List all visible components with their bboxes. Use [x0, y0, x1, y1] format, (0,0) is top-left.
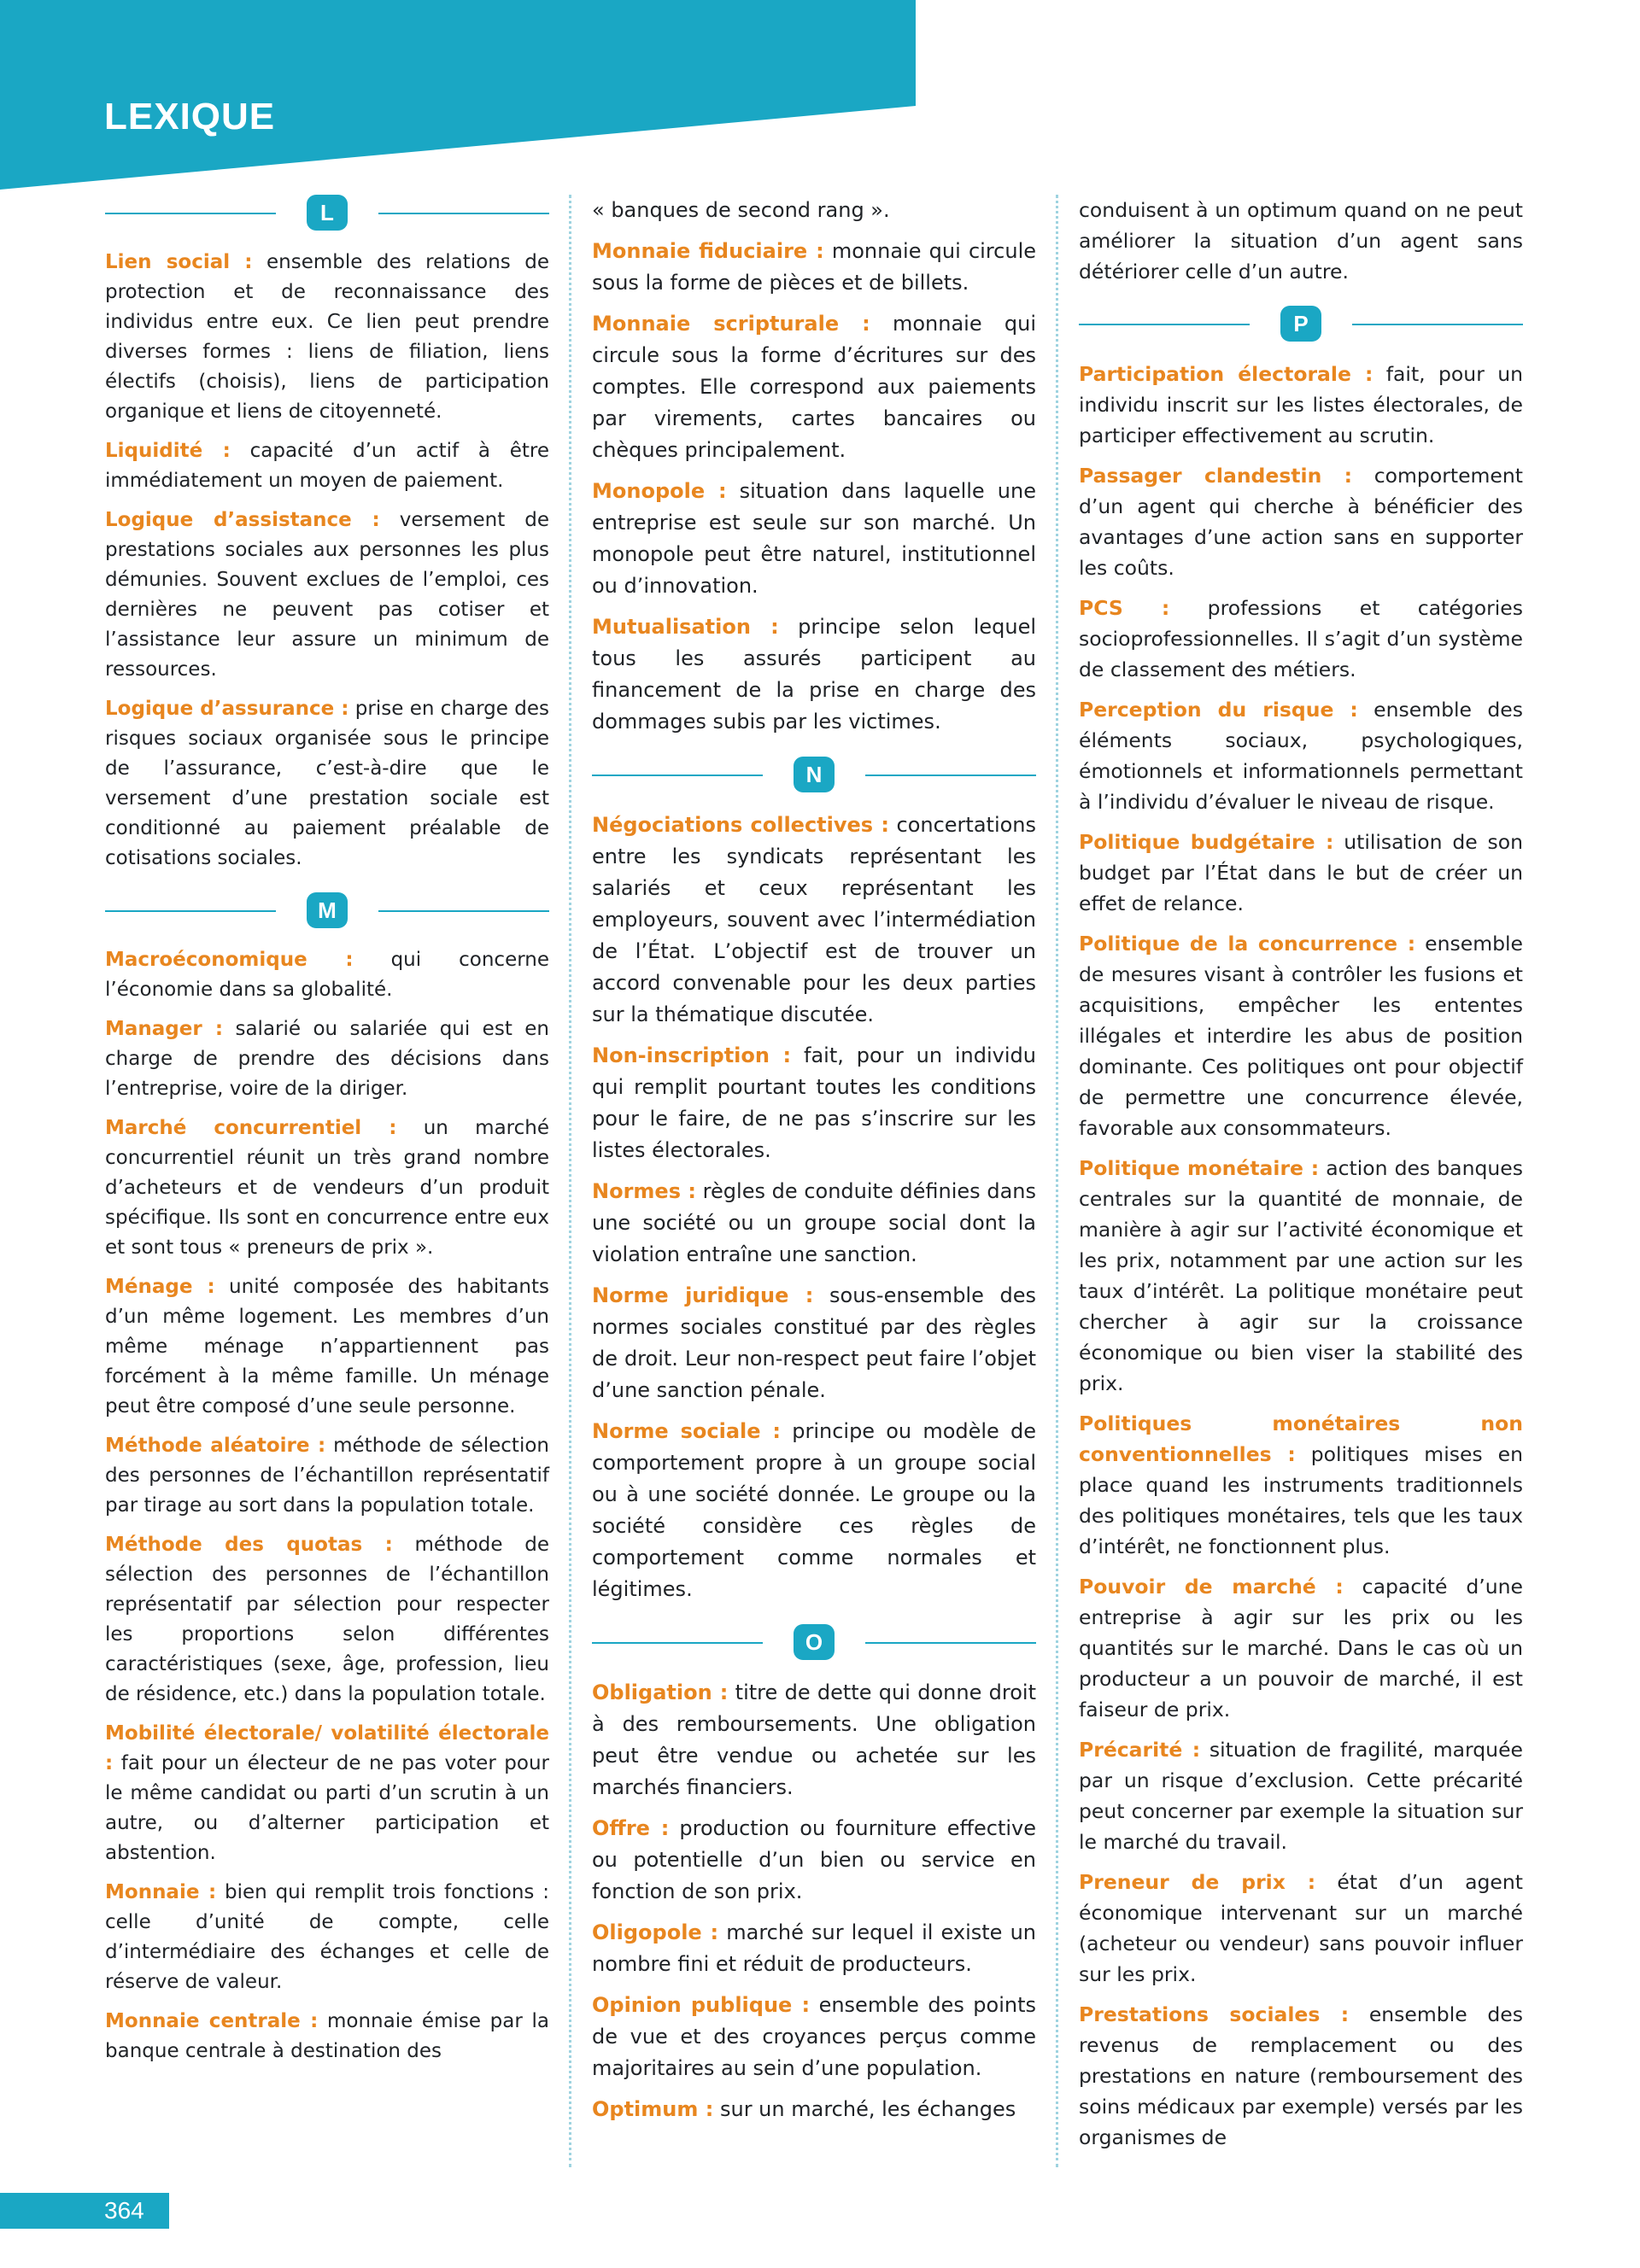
glossary-entry [105, 2007, 549, 2066]
glossary-term: Lien social : [105, 251, 253, 273]
glossary-entry [592, 1677, 1036, 1803]
header-rule [592, 1642, 763, 1644]
glossary-definition: comportement d’un agent qui cherche à bénéficier des avantages d’une action sans en supporter les coûts. [1079, 464, 1523, 580]
glossary-term: PCS : [1079, 596, 1170, 620]
glossary-entry [592, 611, 1036, 738]
glossary-term: Méthode des quotas : [105, 1534, 393, 1556]
glossary-definition: méthode de sélection des personnes de l’échantillon représentatif par tirage au sort dans la population totale. [105, 1435, 549, 1517]
glossary-term: Mutualisation : [592, 615, 779, 639]
glossary-entry [592, 308, 1036, 466]
glossary-entry [105, 1114, 549, 1263]
glossary-term: Monnaie : [105, 1881, 217, 1903]
glossary-term: Prestations sociales : [1079, 2002, 1350, 2026]
glossary-entry [105, 1014, 549, 1104]
letter-section-header [592, 1624, 1036, 1662]
glossary-entry [105, 1431, 549, 1521]
glossary-term: Norme juridique : [592, 1283, 814, 1307]
glossary-entry [592, 1990, 1036, 2084]
glossary-term: Optimum : [592, 2097, 714, 2121]
glossary-definition: capacité d’un actif à être immédiatement un moyen de paiement. [105, 440, 549, 492]
glossary-entry [592, 1917, 1036, 1980]
header-rule [1079, 324, 1250, 325]
glossary-definition: ensemble des relations de protection et de reconnaissance des individus entre eux. Ce lien peut prendre diverses formes : liens de filiation, liens électifs (choisis), liens de participation organique et liens de citoyenneté. [105, 251, 550, 423]
glossary-definition: sur un marché, les échanges [713, 2097, 1016, 2121]
page-number: 364 [0, 2193, 169, 2229]
glossary-term: Politique budgétaire : [1079, 830, 1334, 854]
glossary-term: Non-inscription : [592, 1043, 792, 1067]
glossary-definition: ensemble des revenus de remplacement ou des prestations en nature (remboursement des soins médicaux par exemple) versés par les organismes de [1079, 2002, 1523, 2149]
glossary-column-2 [592, 195, 1036, 2135]
glossary-term: Liquidité : [105, 440, 231, 462]
glossary-definition: état d’un agent économique intervenant sur un marché (acheteur ou vendeur) sans pouvoir influer sur les prix. [1079, 1870, 1523, 1986]
glossary-entry [105, 1878, 549, 1997]
glossary-entry [592, 1176, 1036, 1271]
glossary-entry [592, 1280, 1036, 1406]
glossary-definition: monnaie qui circule sous la forme de pièces et de billets. [592, 239, 1036, 295]
letter-section-header [1079, 306, 1523, 343]
glossary-term: Monopole : [592, 479, 727, 503]
glossary-entry [592, 2094, 1036, 2125]
letter-badge: M [307, 892, 348, 928]
glossary-entry [105, 945, 549, 1005]
glossary-column-3 [1079, 195, 1523, 2162]
glossary-entry [105, 694, 549, 874]
glossary-entry [592, 236, 1036, 299]
glossary-definition: monnaie émise par la banque centrale à destination des [105, 2010, 549, 2062]
header-rule [865, 775, 1036, 776]
glossary-definition: principe selon lequel tous les assurés participent au financement de la prise en charge des dommages subis par les victimes. [592, 615, 1037, 734]
glossary-entry [1079, 827, 1523, 919]
glossary-term: Manager : [105, 1018, 224, 1040]
glossary-term: Monnaie scripturale : [592, 312, 870, 336]
glossary-entry [1079, 1867, 1523, 1990]
glossary-definition: ensemble des éléments sociaux, psychologiques, émotionnels et informationnels permettant à l’individu d’évaluer le niveau de risque. [1079, 698, 1523, 814]
glossary-term: Monnaie fiduciaire : [592, 239, 824, 263]
letter-badge: L [307, 195, 348, 231]
glossary-term: Perception du risque : [1079, 698, 1358, 722]
header-banner-shape [0, 0, 916, 190]
glossary-entry [105, 1719, 549, 1868]
glossary-definition: principe ou modèle de comportement propre à un groupe social ou à une société donnée. Le groupe ou la société considère ces règles de comportement comme normales et légitimes. [592, 1419, 1037, 1601]
glossary-entry [1079, 1999, 1523, 2153]
glossary-term: Politique de la concurrence : [1079, 932, 1416, 956]
header-rule [378, 213, 549, 214]
letter-badge: N [794, 757, 835, 792]
glossary-definition: unité composée des habitants d’un même logement. Les membres d’un même ménage n’appartiennent pas forcément à la même famille. Un ménage peut être composé d’une seule personne. [105, 1276, 549, 1418]
header-rule [105, 910, 276, 912]
glossary-term: Opinion publique : [592, 1993, 811, 2017]
glossary-entry [592, 1040, 1036, 1166]
glossary-definition: professions et catégories socioprofessionnelles. Il s’agit d’un système de classement des métiers. [1079, 596, 1523, 681]
glossary-definition: ensemble des points de vue et des croyances perçus comme majoritaires au sein d’une population. [592, 1993, 1036, 2080]
glossary-definition: capacité d’une entreprise à agir sur les prix ou les quantités sur le marché. Dans le cas où un producteur a un pouvoir de marché, il est faiseur de prix. [1079, 1575, 1523, 1721]
glossary-column-1 [105, 195, 549, 2076]
glossary-definition: sous-ensemble des normes sociales constitué par des règles de droit. Leur non-respect peut faire l’objet d’une sanction pénale. [592, 1283, 1036, 1402]
glossary-entry [1079, 460, 1523, 583]
glossary-entry [592, 1416, 1036, 1605]
glossary-entry [105, 1272, 549, 1422]
glossary-term: Norme sociale : [592, 1419, 782, 1443]
letter-section-header [105, 195, 549, 232]
glossary-entry [1079, 1153, 1523, 1399]
glossary-definition: marché sur lequel il existe un nombre fini et réduit de producteurs. [592, 1920, 1036, 1976]
glossary-entry [1079, 1571, 1523, 1725]
glossary-definition: utilisation de son budget par l’État dans le but de créer un effet de relance. [1079, 830, 1524, 915]
header-rule [378, 910, 549, 912]
glossary-definition: production ou fourniture effective ou potentielle d’un bien ou service en fonction de son prix. [592, 1816, 1037, 1903]
glossary-term: Négociations collectives : [592, 813, 889, 837]
glossary-entry-continuation: conduisent à un optimum quand on ne peut améliorer la situation d’un agent sans détériorer celle d’un autre. [1079, 198, 1523, 284]
glossary-term: Monnaie centrale : [105, 2010, 319, 2032]
page-title: LEXIQUE [104, 96, 276, 137]
glossary-term: Précarité : [1079, 1738, 1201, 1762]
column-divider [1056, 195, 1058, 2167]
glossary-definition: fait, pour un individu inscrit sur les listes électorales, de participer effectivement au scrutin. [1079, 362, 1523, 447]
glossary-entry [1079, 359, 1523, 451]
glossary-entry [105, 248, 549, 427]
glossary-entry-continuation: « banques de second rang ». [592, 198, 890, 222]
glossary-definition: action des banques centrales sur la quantité de monnaie, de manière à agir sur l’activité économique et les prix, notamment par une action sur les taux d’intérêt. La politique monétaire peut chercher à agir sur la croissance économique ou bien viser la stabilité des prix. [1079, 1156, 1523, 1395]
glossary-entry [1079, 1408, 1523, 1562]
glossary-term: Politiques monétaires non conventionnelles : [1079, 1412, 1523, 1466]
glossary-definition: bien qui remplit trois fonctions : celle d’unité de compte, celle d’intermédiaire des échanges et celle de réserve de valeur. [105, 1881, 549, 1993]
glossary-term: Mobilité électorale/ volatilité électorale : [105, 1722, 549, 1774]
glossary-definition: ensemble de mesures visant à contrôler les fusions et acquisitions, empêcher les ententes illégales et interdire les abus de position dominante. Ces politiques ont pour objectif de permettre une concurrence élevée, favorable aux consommateurs. [1079, 932, 1523, 1140]
glossary-definition: fait pour un électeur de ne pas voter pour le même candidat ou parti d’un scrutin à un autre, ou d’alterner participation et abstention. [105, 1752, 549, 1864]
glossary-definition: prise en charge des risques sociaux organisée sous le principe de l’assurance, c’est-à-dire que le versement d’une prestation sociale est conditionné au paiement préalable de cotisations sociales. [105, 698, 549, 869]
glossary-term: Oligopole : [592, 1920, 719, 1944]
glossary-entry [1079, 593, 1523, 685]
glossary-definition: politiques mises en place quand les instruments traditionnels des politiques monétaires, tels que les taux d’intérêt, ne fonctionnent plus. [1079, 1442, 1523, 1558]
glossary-definition: règles de conduite définies dans une société ou un groupe social dont la violation entraîne une sanction. [592, 1179, 1036, 1266]
glossary-entry [105, 436, 549, 496]
glossary-term: Marché concurrentiel : [105, 1117, 397, 1139]
glossary-term: Méthode aléatoire : [105, 1435, 326, 1457]
column-divider [569, 195, 571, 2167]
glossary-definition: fait, pour un individu qui remplit pourtant toutes les conditions pour le faire, de ne pas s’inscrire sur les listes électorales. [592, 1043, 1036, 1162]
glossary-definition: versement de prestations sociales aux personnes les plus démunies. Souvent exclues de l’emploi, ces dernières ne peuvent pas cotiser et l’assistance leur assure un minimum de ressources. [105, 509, 549, 681]
glossary-entry [1079, 1734, 1523, 1857]
glossary-term: Obligation : [592, 1681, 729, 1704]
glossary-entry [592, 810, 1036, 1031]
glossary-term: Participation électorale : [1079, 362, 1374, 386]
glossary-definition: salarié ou salariée qui est en charge de prendre des décisions dans l’entreprise, voire de la diriger. [105, 1018, 549, 1100]
glossary-definition: monnaie qui circule sous la forme d’écritures sur des comptes. Elle correspond aux paiements par virements, cartes bancaires ou chèques principalement. [592, 312, 1036, 462]
letter-badge: P [1280, 306, 1321, 342]
glossary-definition: méthode de sélection des personnes de l’échantillon représentatif par sélection pour respecter les proportions selon différentes caractéristiques (sexe, âge, profession, lieu de résidence, etc.) dans la population totale. [105, 1534, 549, 1705]
letter-badge: O [794, 1624, 835, 1660]
glossary-term: Logique d’assurance : [105, 698, 349, 720]
glossary-definition: titre de dette qui donne droit à des remboursements. Une obligation peut être vendue ou achetée sur les marchés financiers. [592, 1681, 1037, 1799]
glossary-term: Normes : [592, 1179, 696, 1203]
glossary-term: Passager clandestin : [1079, 464, 1353, 488]
letter-section-header [105, 892, 549, 930]
header-rule [1352, 324, 1523, 325]
glossary-definition: situation dans laquelle une entreprise est seule sur son marché. Un monopole peut être naturel, institutionnel ou d’innovation. [592, 479, 1036, 598]
glossary-term: Pouvoir de marché : [1079, 1575, 1344, 1599]
glossary-entry [105, 506, 549, 685]
glossary-term: Ménage : [105, 1276, 215, 1298]
glossary-term: Macroéconomique : [105, 949, 354, 971]
glossary-definition: concertations entre les syndicats représentant les salariés et ceux représentant les employeurs, souvent avec l’intermédiation de l’État. L’objectif est de trouver un accord convenable pour les deux parties sur la thématique discutée. [592, 813, 1037, 1026]
glossary-term: Offre : [592, 1816, 670, 1840]
glossary-entry [592, 476, 1036, 602]
glossary-entry [1079, 694, 1523, 817]
glossary-definition: situation de fragilité, marquée par un risque d’exclusion. Cette précarité peut concerner par exemple la situation sur le marché du travail. [1079, 1738, 1523, 1854]
header-rule [865, 1642, 1036, 1644]
header-rule [105, 213, 276, 214]
glossary-definition: un marché concurrentiel réunit un très grand nombre d’acheteurs et de vendeurs d’un produit spécifique. Ils sont en concurrence entre eux et sont tous « preneurs de prix ». [105, 1117, 549, 1259]
header-rule [592, 775, 763, 776]
glossary-entry [105, 1530, 549, 1710]
glossary-entry [592, 1813, 1036, 1908]
glossary-term: Preneur de prix : [1079, 1870, 1316, 1894]
glossary-term: Politique monétaire : [1079, 1156, 1320, 1180]
letter-section-header [592, 757, 1036, 794]
glossary-definition: qui concerne l’économie dans sa globalité. [105, 949, 550, 1001]
glossary-entry [1079, 928, 1523, 1143]
glossary-term: Logique d’assistance : [105, 509, 380, 531]
header-banner [0, 0, 916, 190]
